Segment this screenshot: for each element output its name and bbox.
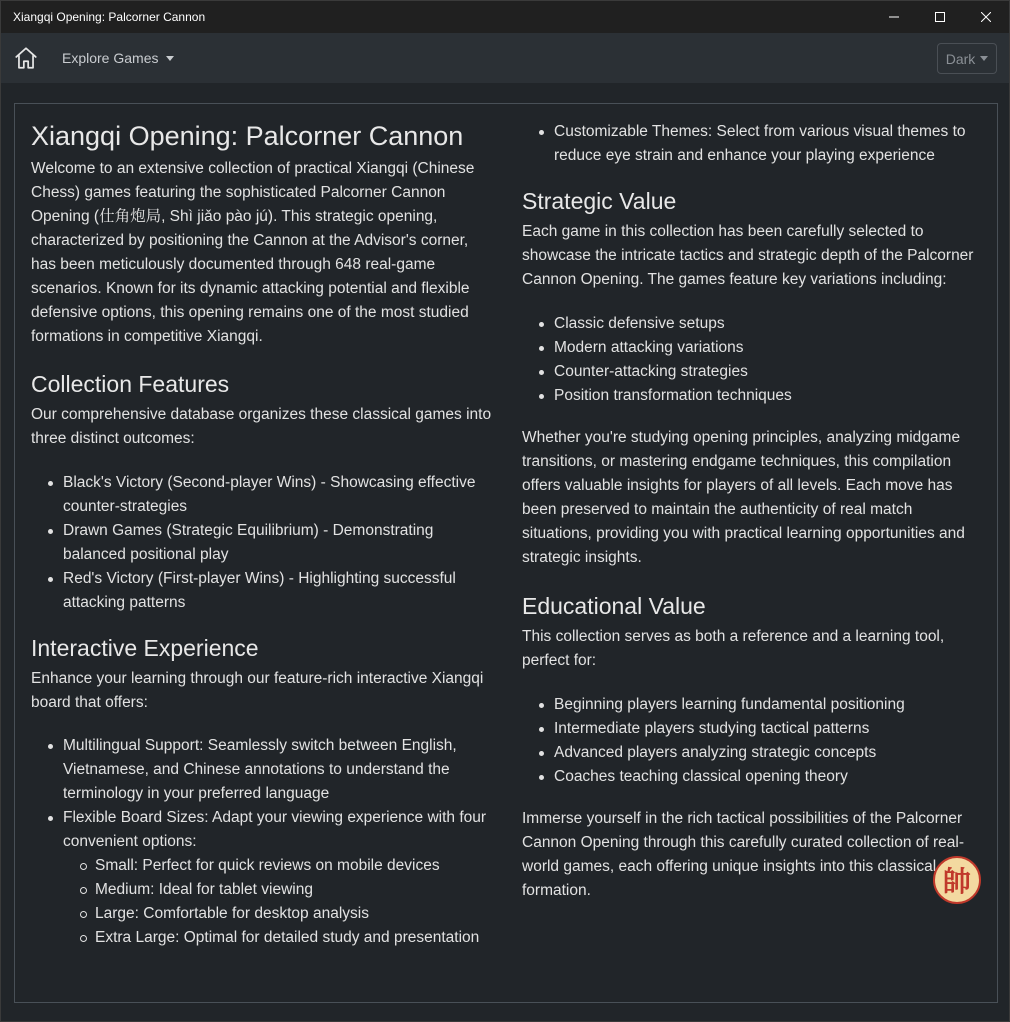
- theme-dropdown[interactable]: [937, 43, 997, 74]
- close-button[interactable]: [963, 1, 1009, 33]
- list-item: Coaches teaching classical opening theory: [522, 765, 986, 789]
- strategic-value-text: Each game in this collection has been carefully selected to showcase the intricate tactics and strategic depth of the Palcorner Cannon Opening. The games feature key variations including:: [522, 223, 974, 288]
- educational-value-text: This collection serves as both a reference and a learning tool, perfect for:: [522, 628, 945, 669]
- window-title: Xiangqi Opening: Palcorner Cannon: [13, 10, 206, 24]
- strategic-value-closing: Whether you're studying opening principles, analyzing midgame transitions, or mastering endgame techniques, this compilation offers valuable insights for players of all levels. Each move has been preserved to maintain the authenticity of real match situations, providing you with practical learning opportunities and strategic insights.: [522, 429, 965, 566]
- intro-paragraph: Welcome to an extensive collection of practical Xiangqi (Chinese Chess) games featuring the sophisticated Palcorner Cannon Opening (仕角炮局, Shì jiǎo pào jú). This strategic opening, characterized by positioning the Cannon at the Advisor's corner, has been meticulously documented through 648 real-game scenarios. Known for its dynamic attacking potential and flexible defensive options, this opening remains one of the most studied formations in competitive Xiangqi.: [31, 160, 475, 345]
- strategic-value-heading: Strategic Value: [522, 188, 677, 214]
- explore-games-label: Explore Games: [62, 50, 159, 66]
- features-list: [31, 734, 493, 950]
- variations-list: [522, 312, 986, 408]
- features-list-continued: [522, 120, 986, 168]
- collection-features-heading: Collection Features: [31, 371, 230, 397]
- list-item: Multilingual Support: Seamlessly switch between English, Vietnamese, and Chinese annotations to understand the terminology in your preferred language: [31, 734, 493, 806]
- theme-label: Dark: [945, 50, 976, 67]
- article-card: [14, 103, 998, 1003]
- chevron-down-icon: [980, 56, 988, 61]
- minimize-button[interactable]: [871, 1, 917, 33]
- left-column: [31, 104, 493, 950]
- list-item: Black's Victory (Second-player Wins) - Showcasing effective counter-strategies: [31, 471, 493, 519]
- explore-games-dropdown[interactable]: [62, 50, 174, 66]
- maximize-button[interactable]: [917, 1, 963, 33]
- chevron-down-icon: [166, 56, 174, 61]
- list-item: Large: Comfortable for desktop analysis: [63, 902, 493, 926]
- list-item: Position transformation techniques: [522, 384, 986, 408]
- educational-value-heading: Educational Value: [522, 593, 706, 619]
- list-item: Advanced players analyzing strategic concepts: [522, 741, 986, 765]
- board-sizes-label: Flexible Board Sizes: Adapt your viewing experience with four convenient options:: [63, 809, 487, 850]
- audience-list: [522, 693, 986, 789]
- list-item: Extra Large: Optimal for detailed study and presentation: [63, 926, 493, 950]
- board-sizes-list: [63, 854, 493, 950]
- right-column: [522, 104, 986, 903]
- list-item: Modern attacking variations: [522, 336, 986, 360]
- list-item: Beginning players learning fundamental positioning: [522, 693, 986, 717]
- outcomes-list: [31, 471, 493, 615]
- home-button[interactable]: [13, 45, 39, 71]
- list-item: Customizable Themes: Select from various visual themes to reduce eye strain and enhance your playing experience: [522, 120, 986, 168]
- minimize-icon: [889, 12, 899, 22]
- list-item: Drawn Games (Strategic Equilibrium) - Demonstrating balanced positional play: [31, 519, 493, 567]
- list-item: Classic defensive setups: [522, 312, 986, 336]
- collection-features-text: Our comprehensive database organizes these classical games into three distinct outcomes:: [31, 406, 492, 447]
- educational-value-closing: Immerse yourself in the rich tactical possibilities of the Palcorner Cannon Opening through this carefully curated collection of real-world games, each offering unique insights into this classical formation.: [522, 810, 965, 899]
- list-item: Small: Perfect for quick reviews on mobile devices: [63, 854, 493, 878]
- title-bar: [1, 1, 1009, 33]
- list-item: Medium: Ideal for tablet viewing: [63, 878, 493, 902]
- interactive-experience-text: Enhance your learning through our feature-rich interactive Xiangqi board that offers:: [31, 670, 484, 711]
- list-item: [31, 806, 493, 950]
- general-piece-logo[interactable]: [933, 856, 981, 904]
- interactive-experience-heading: Interactive Experience: [31, 635, 259, 661]
- general-piece-glyph: 帥: [942, 865, 971, 898]
- list-item: Intermediate players studying tactical patterns: [522, 717, 986, 741]
- close-icon: [981, 12, 991, 22]
- main-content: [1, 83, 1009, 1021]
- page-title: Xiangqi Opening: Palcorner Cannon: [31, 121, 464, 151]
- maximize-icon: [935, 12, 945, 22]
- home-icon: [13, 45, 39, 71]
- list-item: Red's Victory (First-player Wins) - Highlighting successful attacking patterns: [31, 567, 493, 615]
- navbar: [1, 33, 1009, 83]
- list-item: Counter-attacking strategies: [522, 360, 986, 384]
